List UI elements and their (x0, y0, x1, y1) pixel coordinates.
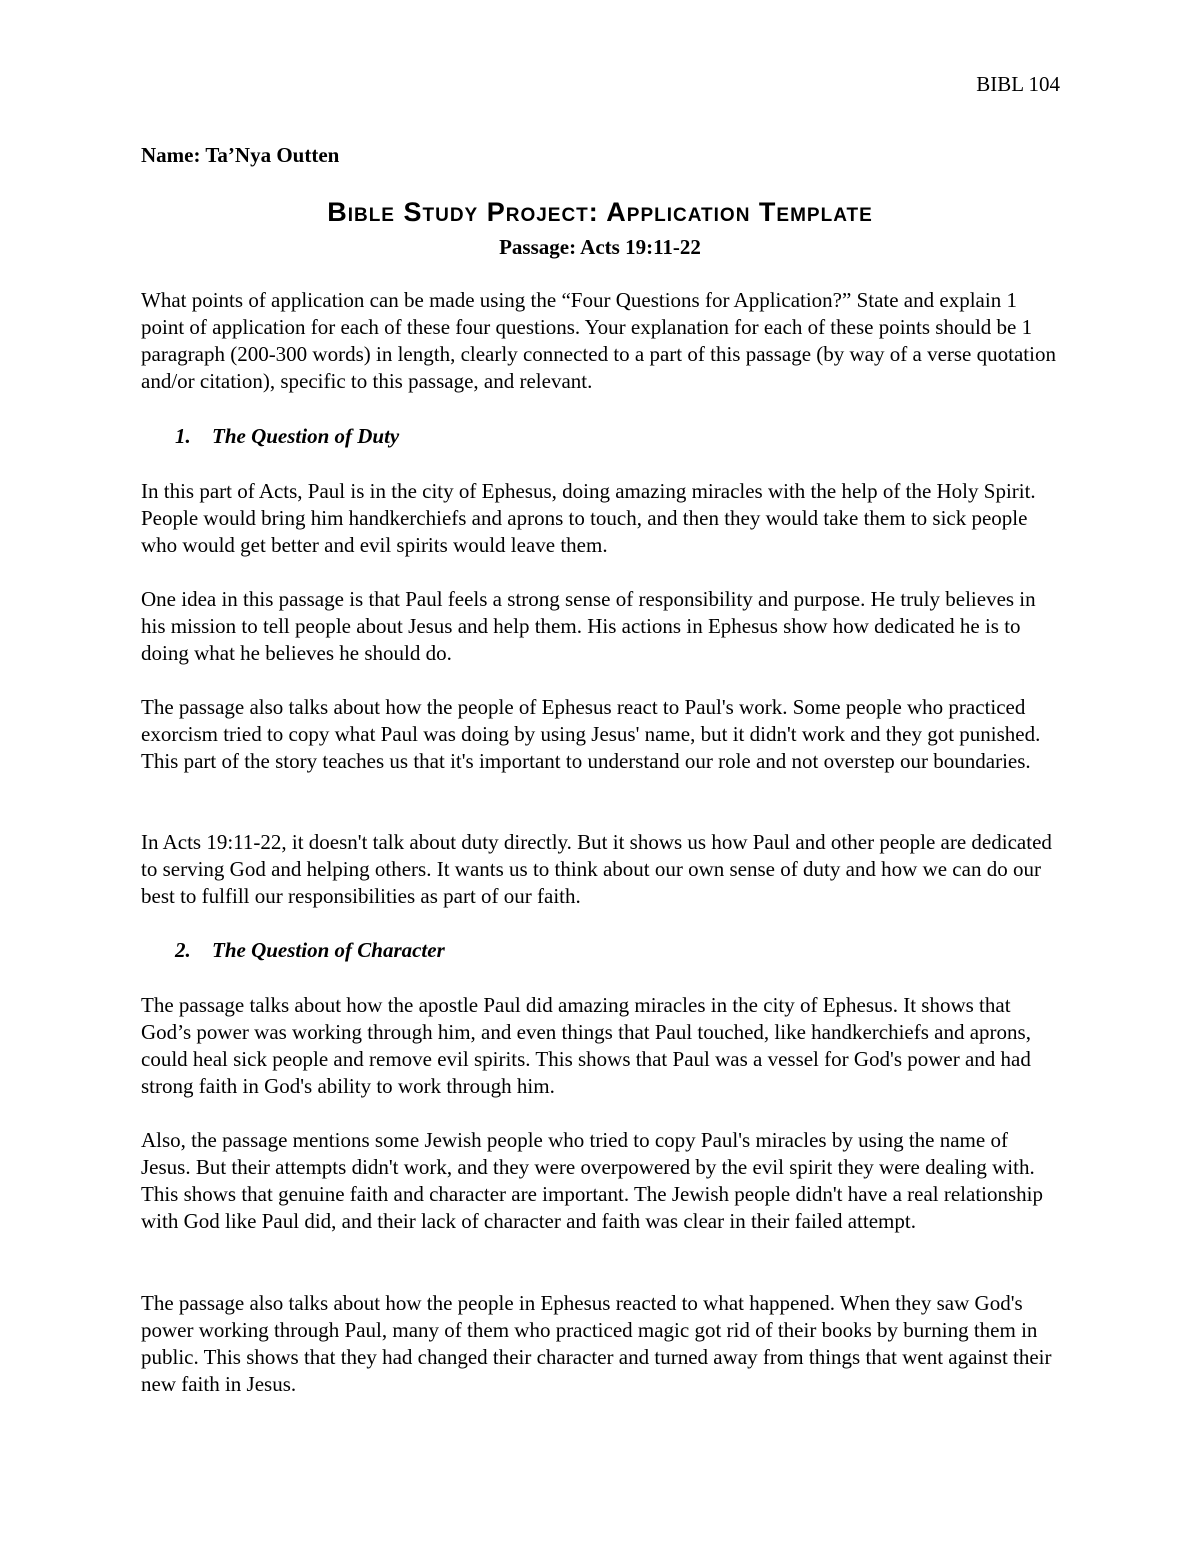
paragraph-text: The passage also talks about how the people in Ephesus reacted to what happened. When they saw God's power working through Paul, many of them who practiced magic got rid of their books by burning them in public. This shows that they had changed their character and turned away from things that went against their new faith in Jesus. (141, 1291, 1052, 1396)
instructions-text: What points of application can be made using the “Four Questions for Application?” State and explain 1 point of application for each of these four questions. Your explanation for each of these points should be 1 paragraph (200-300 words) in length, clearly connected to a part of this passage (by way of a verse quotation and/or citation), specific to this passage, and relevant. (141, 288, 1056, 393)
instructions (141, 287, 1061, 395)
paragraph (141, 586, 1061, 667)
passage-reference: Passage: Acts 19:11-22 (499, 235, 701, 259)
course-code: BIBL 104 (976, 72, 1060, 96)
document-title: Bible Study Project: Application Template (327, 197, 873, 227)
section-number: 2. (175, 938, 191, 962)
section-heading-duty (175, 424, 399, 449)
paragraph (141, 829, 1061, 910)
section-number: 1. (175, 424, 191, 448)
student-name: Name: Ta’Nya Outten (141, 143, 340, 167)
paragraph-text: The passage talks about how the apostle Paul did amazing miracles in the city of Ephesus. It shows that God’s power was working through him, and even things that Paul touched, like handkerchiefs and aprons, could heal sick people and remove evil spirits. This shows that Paul was a vessel for God's power and had strong faith in God's ability to work through him. (141, 993, 1031, 1098)
paragraph-text: The passage also talks about how the people of Ephesus react to Paul's work. Some people who practiced exorcism tried to copy what Paul was doing by using Jesus' name, but it didn't work and they got punished. This part of the story teaches us that it's important to understand our role and not overstep our boundaries. (141, 695, 1041, 773)
section-title: The Question of Character (212, 938, 445, 962)
paragraph (141, 1290, 1061, 1398)
paragraph (141, 1127, 1061, 1235)
paragraph (141, 992, 1061, 1100)
paragraph-text: One idea in this passage is that Paul feels a strong sense of responsibility and purpose. He truly believes in his mission to tell people about Jesus and help them. His actions in Ephesus show how dedicated he is to doing what he believes he should do. (141, 587, 1036, 665)
paragraph (141, 694, 1061, 775)
paragraph-text: Also, the passage mentions some Jewish people who tried to copy Paul's miracles by using the name of Jesus. But their attempts didn't work, and they were overpowered by the evil spirit they were dealing with. This shows that genuine faith and character are important. The Jewish people didn't have a real relationship with God like Paul did, and their lack of character and faith was clear in their failed attempt. (141, 1128, 1044, 1233)
paragraph-text: In this part of Acts, Paul is in the city of Ephesus, doing amazing miracles with the help of the Holy Spirit. People would bring him handkerchiefs and aprons to touch, and then they would take them to sick people who would get better and evil spirits would leave them. (141, 479, 1036, 557)
section-heading-character (175, 938, 445, 963)
paragraph (141, 478, 1061, 559)
section-title: The Question of Duty (212, 424, 400, 448)
paragraph-text: In Acts 19:11-22, it doesn't talk about duty directly. But it shows us how Paul and other people are dedicated to serving God and helping others. It wants us to think about our own sense of duty and how we can do our best to fulfill our responsibilities as part of our faith. (141, 830, 1052, 908)
